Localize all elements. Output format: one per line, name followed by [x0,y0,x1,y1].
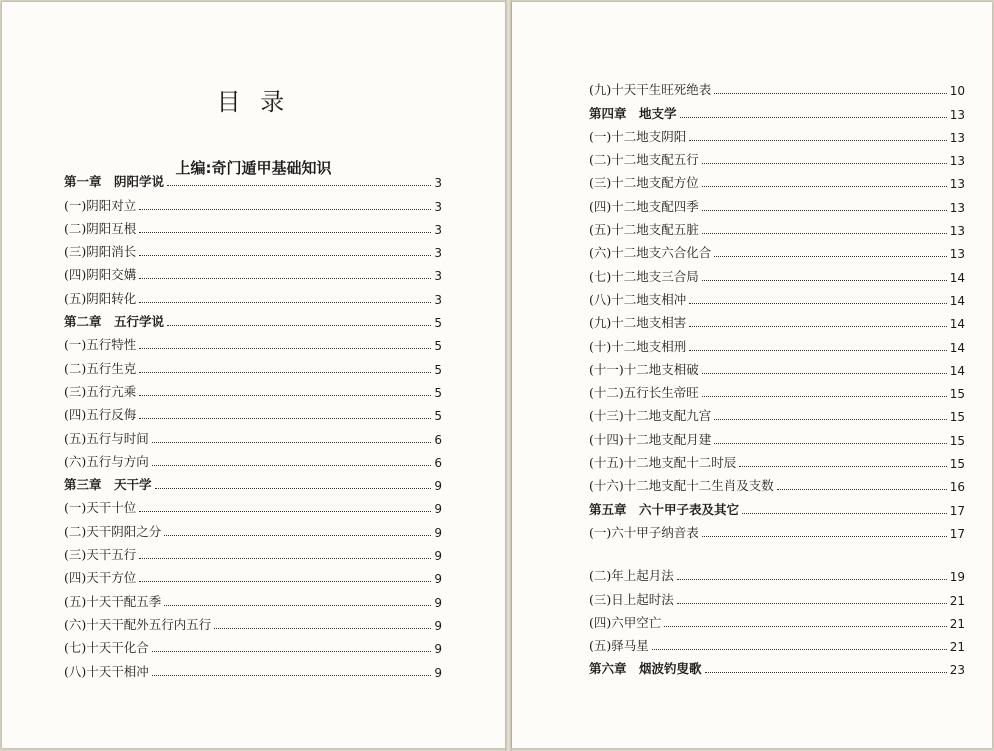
toc-entry-label: 第一章 阴阳学说 [64,174,165,190]
toc-leader-dots [664,625,946,627]
toc-leader-dots [689,325,946,327]
toc-leader-dots [702,535,947,537]
toc-page-number: 13 [949,177,965,192]
toc-page-number: 21 [949,593,965,608]
toc-entry-label: (四)阴阳交媾 [64,267,137,283]
toc-entry-label: (三)十二地支配方位 [589,175,699,191]
toc-section-entry [589,631,965,654]
toc-section-entry [589,215,965,238]
toc-entry-label: (十一)十二地支相破 [589,361,699,377]
toc-entry-label: (三)日上起时法 [589,591,674,607]
toc-chapter-entry [64,470,442,493]
toc-section-entry [64,353,442,376]
toc-section-entry [64,516,442,539]
toc-leader-dots [167,184,431,186]
toc-section-entry [589,122,965,145]
toc-entry-label: (十)十二地支相刑 [589,338,687,354]
toc-page-number: 14 [949,293,965,308]
toc-section-entry [64,610,442,633]
toc-page-number: 6 [434,432,442,447]
toc-page-number: 23 [949,663,965,678]
toc-leader-dots [652,648,947,650]
toc-entry-label: (四)天干方位 [64,570,137,586]
toc-section-entry [589,561,965,584]
toc-page-number: 6 [434,455,442,470]
toc-section-entry [64,377,442,400]
toc-entry-label: (七)十天干化合 [64,640,149,656]
toc-chapter-entry [589,654,965,677]
toc-entry-label: (十五)十二地支配十二时辰 [589,455,737,471]
toc-section-entry [64,656,442,679]
toc-entry-label: (十六)十二地支配十二生肖及支数 [589,478,774,494]
toc-entry-label: (三)天干五行 [64,547,137,563]
toc-page-number: 3 [434,269,442,284]
toc-section-entry [64,540,442,563]
toc-chapter-entry [64,167,442,190]
toc-list-right [589,75,965,677]
toc-entry-label: (一)天干十位 [64,500,137,516]
toc-page-number: 9 [434,618,442,633]
toc-entry-label: (二)阴阳互根 [64,220,137,236]
toc-section-entry [64,447,442,470]
toc-entry-label: (十二)五行长生帝旺 [589,385,699,401]
toc-section-entry [64,423,442,446]
toc-leader-dots [677,578,947,580]
toc-page-number: 9 [434,642,442,657]
toc-entry-label: (五)阴阳转化 [64,290,137,306]
toc-entry-label: (五)十二地支配五脏 [589,222,699,238]
toc-leader-dots [139,231,431,233]
toc-entry-label: (二)十二地支配五行 [589,152,699,168]
toc-entry-label: (四)五行反侮 [64,407,137,423]
toc-leader-dots [164,604,431,606]
toc-page-number: 14 [949,363,965,378]
toc-section-entry [589,355,965,378]
toc-leader-dots [139,417,431,419]
toc-section-entry [589,331,965,354]
toc-page-number: 13 [949,154,965,169]
toc-entry-label: (四)六甲空亡 [589,614,662,630]
toc-page-number: 13 [949,224,965,239]
toc-leader-dots [155,487,432,489]
toc-leader-dots [689,302,946,304]
toc-page-number: 13 [949,130,965,145]
toc-page-number: 15 [949,433,965,448]
toc-entry-label: 第四章 地支学 [589,105,677,121]
toc-entry-label: 第二章 五行学说 [64,314,165,330]
toc-section-entry [589,518,965,541]
part-title: 上编:奇门遁甲基础知识 [175,159,332,178]
toc-page-number: 15 [949,457,965,472]
toc-leader-dots [702,209,947,211]
toc-page-number: 21 [949,616,965,631]
toc-page-number: 15 [949,410,965,425]
toc-chapter-entry [64,307,442,330]
toc-section-entry [64,283,442,306]
toc-section-entry [64,400,442,423]
toc-section-entry [589,285,965,308]
toc-leader-dots [677,602,947,604]
toc-section-entry [589,448,965,471]
toc-leader-dots [705,671,947,673]
toc-leader-dots [139,371,431,373]
toc-leader-dots [139,510,431,512]
toc-section-entry [589,168,965,191]
toc-leader-dots [139,301,431,303]
toc-entry-label: (三)阴阳消长 [64,244,137,260]
toc-entry-label: (二)天干阴阳之分 [64,523,162,539]
toc-leader-dots [152,674,432,676]
toc-entry-label: (一)六十甲子纳音表 [589,524,699,540]
book-gutter [505,0,512,751]
toc-page-number: 9 [434,665,442,680]
toc-leader-dots [164,534,431,536]
toc-leader-dots [714,92,946,94]
toc-section-entry [589,424,965,447]
toc-section-entry [64,260,442,283]
toc-page-number: 13 [949,247,965,262]
toc-page-number: 3 [434,222,442,237]
toc-title: 目 录 [216,88,291,117]
toc-entry-label: (九)十二地支相害 [589,315,687,331]
toc-leader-dots [702,279,947,281]
toc-page-number: 13 [949,107,965,122]
toc-page-number: 5 [434,362,442,377]
toc-leader-dots [139,580,431,582]
toc-page-number: 3 [434,176,442,191]
toc-leader-dots [139,277,431,279]
toc-leader-dots [139,557,431,559]
toc-entry-label: (八)十二地支相冲 [589,291,687,307]
toc-section-entry [589,608,965,631]
toc-leader-dots [702,185,947,187]
toc-entry-label: (二)五行生克 [64,360,137,376]
toc-page-number: 19 [949,570,965,585]
toc-list-left [64,167,442,680]
toc-entry-label: (七)十二地支三合局 [589,268,699,284]
toc-entry-label: (十四)十二地支配月建 [589,431,712,447]
toc-leader-dots [702,395,947,397]
toc-leader-dots [152,464,432,466]
toc-section-entry [64,633,442,656]
toc-leader-dots [167,324,431,326]
toc-section-entry [589,584,965,607]
toc-leader-dots [689,349,946,351]
toc-section-entry [589,378,965,401]
toc-leader-dots [714,442,946,444]
toc-leader-dots [714,418,946,420]
toc-section-entry [64,563,442,586]
toc-entry-label: (六)十二地支六合化合 [589,245,712,261]
toc-entry-label: (五)五行与时间 [64,430,149,446]
toc-section-entry [589,75,965,98]
toc-page-number: 5 [434,409,442,424]
toc-leader-dots [680,116,947,118]
toc-page-number: 16 [949,480,965,495]
toc-entry-label: (五)十天干配五季 [64,593,162,609]
toc-leader-dots [702,162,947,164]
toc-section-entry [589,238,965,261]
toc-page-number: 15 [949,387,965,402]
toc-entry-label: (六)五行与方向 [64,453,149,469]
toc-chapter-entry [589,494,965,517]
toc-entry-label: (一)五行特性 [64,337,137,353]
toc-section-entry [589,145,965,168]
toc-entry-label: (九)十天干生旺死绝表 [589,82,712,98]
toc-page-number: 14 [949,317,965,332]
toc-page-number: 21 [949,640,965,655]
toc-section-entry [64,586,442,609]
toc-section-entry [589,191,965,214]
toc-entry-label: (八)十天干相冲 [64,663,149,679]
toc-entry-label: (五)驿马星 [589,638,649,654]
toc-section-entry [64,493,442,516]
toc-section-entry [64,190,442,213]
toc-entry-label: 第六章 烟波钓叟歌 [589,661,702,677]
toc-section-entry [589,261,965,284]
toc-page-number: 3 [434,292,442,307]
toc-leader-dots [702,232,947,234]
toc-leader-dots [702,372,947,374]
toc-leader-dots [152,441,432,443]
toc-leader-dots [139,254,431,256]
toc-leader-dots [214,627,431,629]
toc-entry-label: (二)年上起月法 [589,568,674,584]
toc-page-number: 9 [434,479,442,494]
toc-entry-label: (一)十二地支阴阳 [589,128,687,144]
toc-chapter-entry [589,98,965,121]
toc-leader-dots [139,208,431,210]
toc-page-number: 9 [434,572,442,587]
toc-leader-dots [739,465,946,467]
toc-page-number: 14 [949,270,965,285]
toc-leader-dots [742,512,947,514]
toc-leader-dots [689,139,946,141]
toc-entry-label: (一)阴阳对立 [64,197,137,213]
toc-leader-dots [139,347,431,349]
toc-page-number: 3 [434,246,442,261]
toc-leader-dots [139,394,431,396]
toc-page-number: 3 [434,199,442,214]
toc-page-number: 14 [949,340,965,355]
toc-entry-label: (三)五行亢乘 [64,383,137,399]
toc-page-number: 5 [434,385,442,400]
toc-entry-label: 第三章 天干学 [64,477,152,493]
toc-leader-dots [777,488,947,490]
toc-leader-dots [714,255,946,257]
toc-page-number: 5 [434,339,442,354]
toc-section-entry [589,471,965,494]
toc-section-entry [589,308,965,331]
toc-page-number: 5 [434,316,442,331]
toc-entry-label: (四)十二地支配四季 [589,198,699,214]
toc-page-number: 10 [949,84,965,99]
toc-page-number: 13 [949,200,965,215]
toc-page-number: 17 [949,503,965,518]
toc-page-number: 17 [949,526,965,541]
toc-entry-label: (十三)十二地支配九宫 [589,408,712,424]
toc-page-number: 9 [434,525,442,540]
toc-page-number: 9 [434,502,442,517]
toc-entry-label: (六)十天干配外五行内五行 [64,616,212,632]
toc-section-entry [64,330,442,353]
toc-section-entry [64,214,442,237]
toc-section-entry [589,401,965,424]
toc-page-number: 9 [434,595,442,610]
toc-section-entry [64,237,442,260]
toc-page-number: 9 [434,549,442,564]
toc-entry-label: 第五章 六十甲子表及其它 [589,501,740,517]
toc-leader-dots [152,650,432,652]
